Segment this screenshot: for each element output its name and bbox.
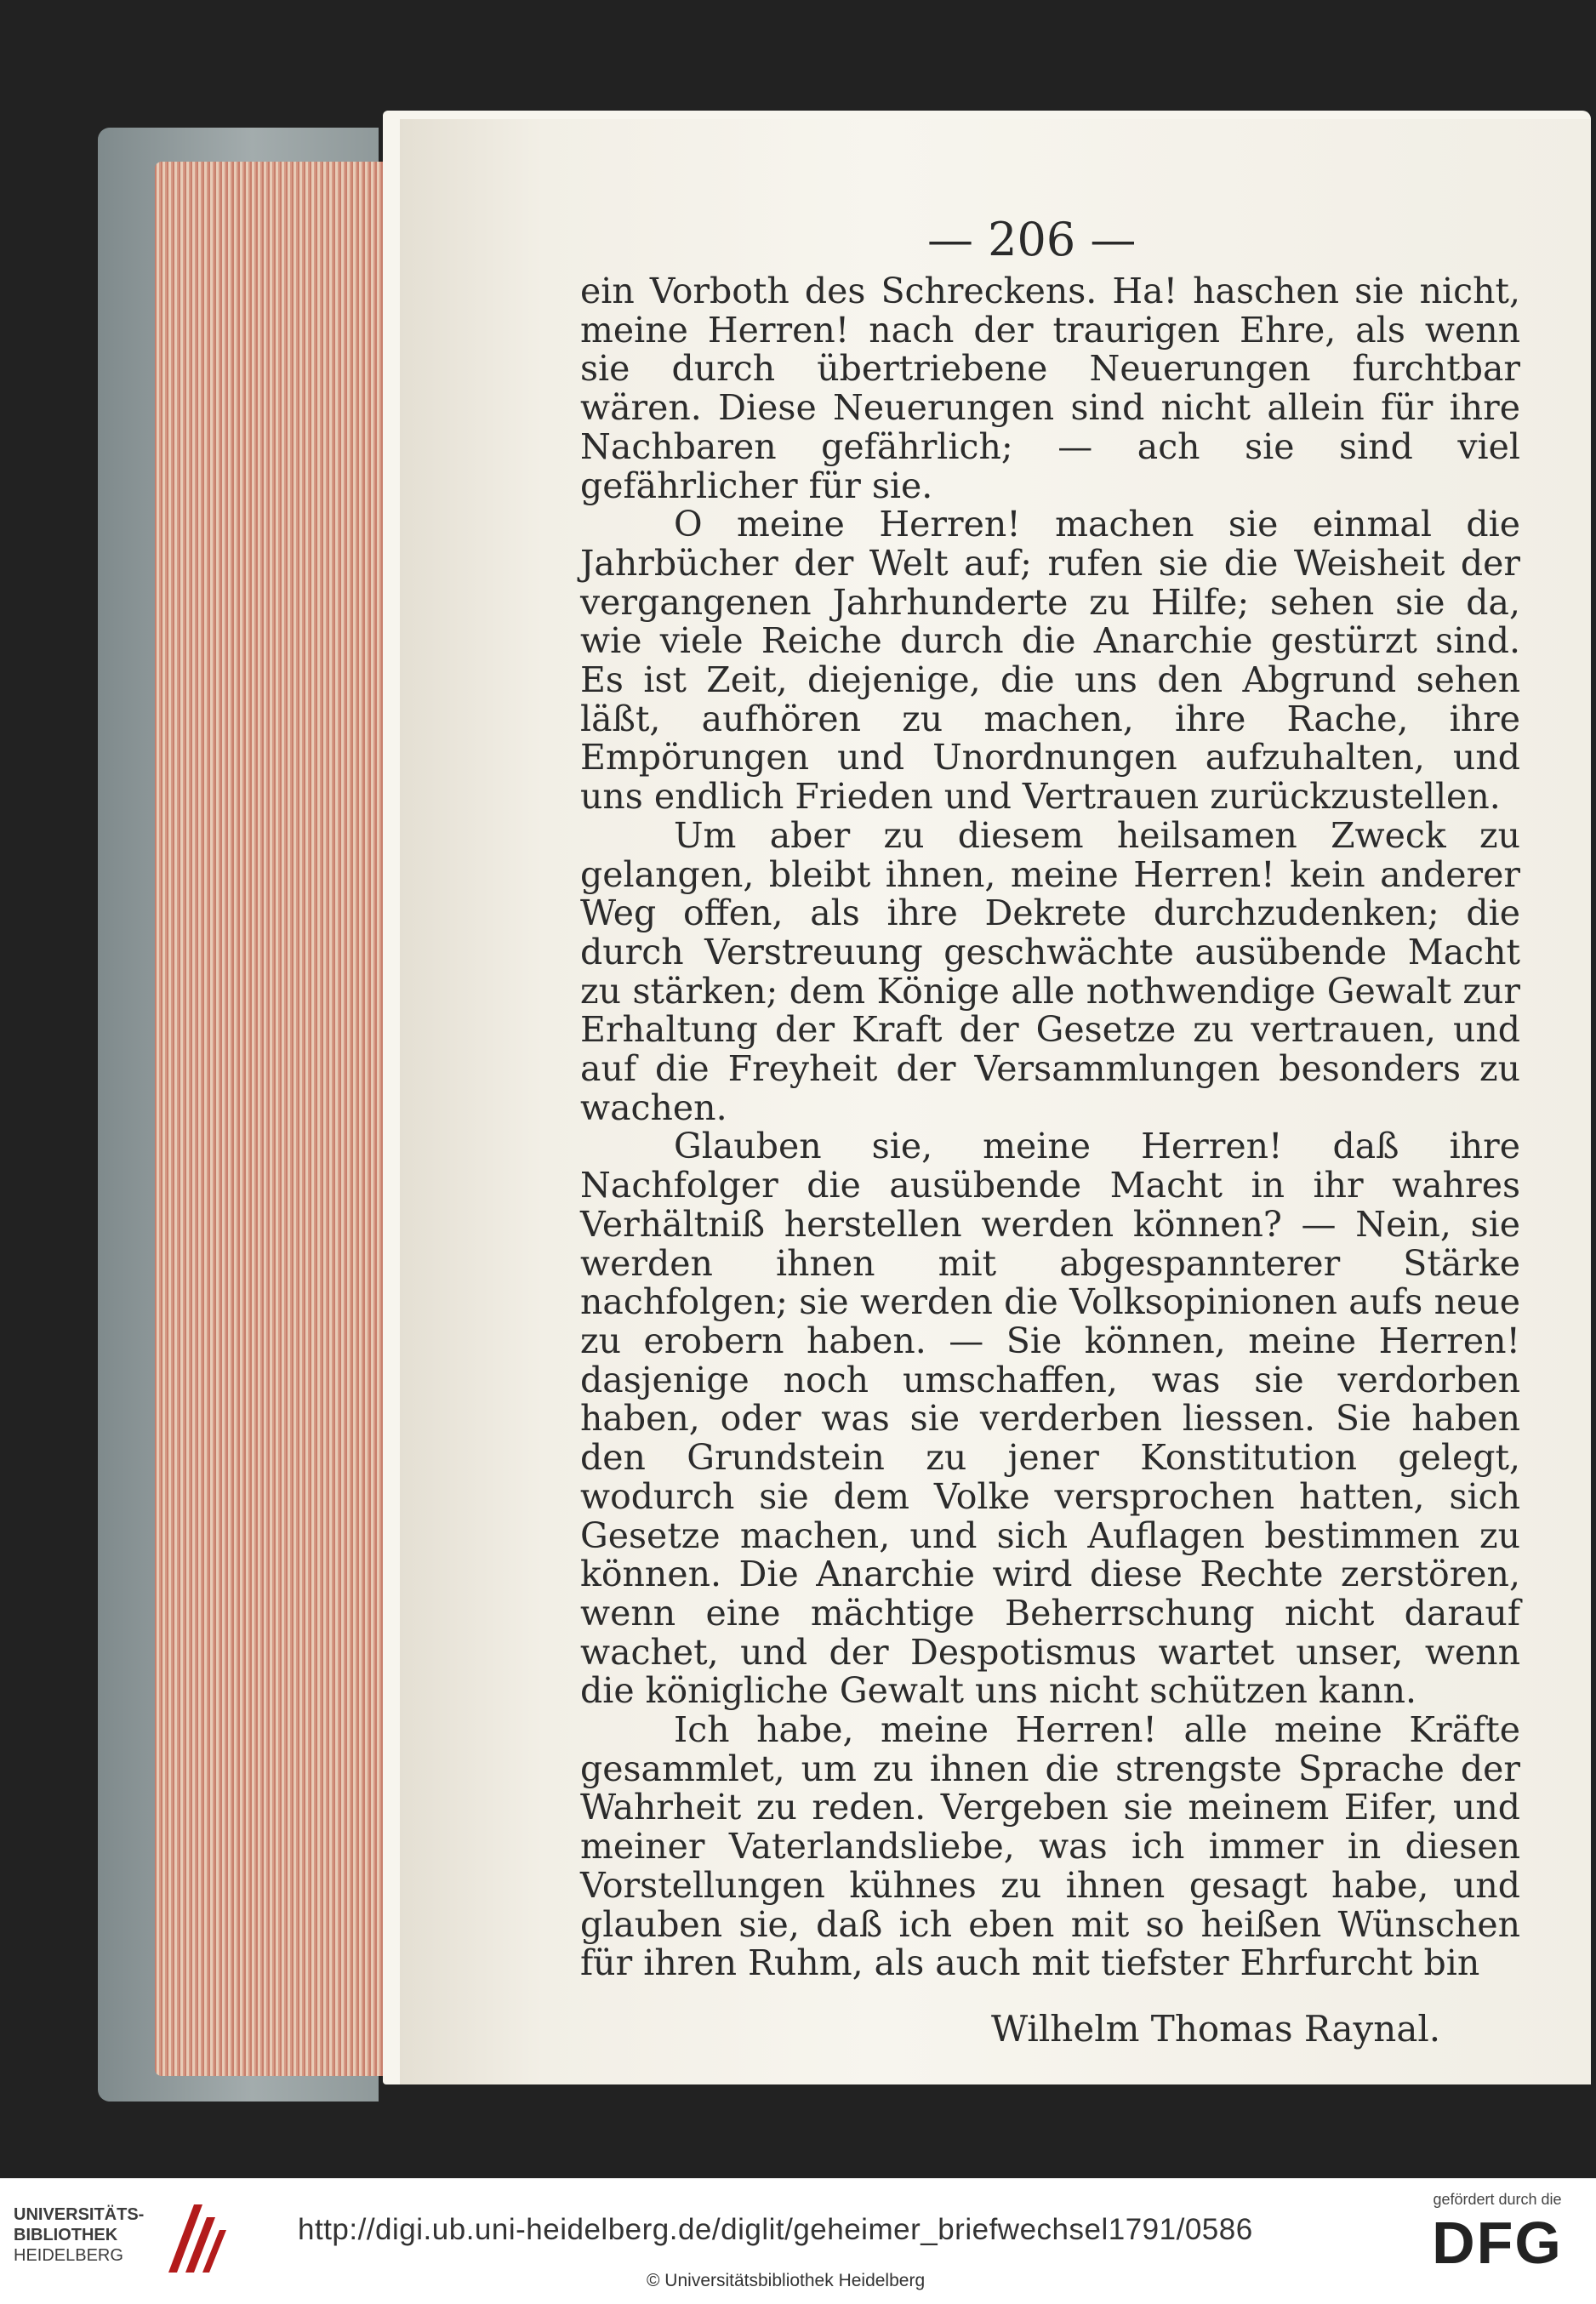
dfg-logo: DFG	[1432, 2210, 1563, 2276]
funder-block[interactable]	[1412, 2191, 1582, 2277]
page-number: — 206 —	[927, 213, 1137, 266]
page-fore-edge	[155, 162, 410, 2076]
paragraph: Um aber zu diesem heilsamen Zweck zu gelangen, bleibt ihnen, meine Herren! kein anderer Weg offen, als ihre Dekrete durchzudenken; die durch Verstreuung geschwächte ausübende Macht zu stärken; dem Könige alle nothwendige Gewalt zur Erhaltung der Kraft der Gesetze zu vertrauen, und auf die Freyheit der Versammlungen besonders zu wachen.	[580, 814, 1520, 1128]
library-logo-icon[interactable]	[160, 2196, 228, 2281]
library-name-line: BIBLIOTHEK	[14, 2226, 118, 2244]
signature: Wilhelm Thomas Raynal.	[991, 2008, 1441, 2050]
copyright-notice: © Universitätsbibliothek Heidelberg	[647, 2271, 926, 2290]
page-url-link[interactable]: http://digi.ub.uni-heidelberg.de/diglit/geheimer_briefwechsel1791/0586	[298, 2213, 1253, 2246]
funding-note: gefördert durch die	[1433, 2191, 1562, 2208]
page-text	[580, 272, 1520, 1983]
library-name-line: UNIVERSITÄTS-	[14, 2205, 145, 2224]
viewer-footer	[0, 2178, 1596, 2304]
paragraph: Ich habe, meine Herren! alle meine Kräfte gesammlet, um zu ihnen die strengste Sprache der Wahrheit zu reden. Vergeben sie meinem Eifer, und meiner Vaterlandsliebe, was ich immer in diesen Vorstellungen kühnes zu ihnen gesagt habe, und glauben sie, daß ich eben mit so heißen Wünschen für ihren Ruhm, als auch mit tiefster Ehrfurcht bin	[580, 1709, 1520, 1984]
paragraph: Glauben sie, meine Herren! daß ihre Nachfolger die ausübende Macht in ihr wahres Verhältniß herstellen werden können? — Nein, sie werden ihnen mit abgespannterer Stärke nachfolgen; sie werden die Volksopinionen aufs neue zu erobern haben. — Sie können, meine Herren! dasjenige noch umschaffen, was sie verdorben haben, oder was sie verderben liessen. Sie haben den Grundstein zu jener Konstitution gelegt, wodurch sie dem Volke versprochen hatten, sich Gesetze machen, und sich Auflagen bestimmen zu können. Die Anarchie wird diese Rechte zerstören, wenn eine mächtige Beherrschung nicht darauf wachet, und der Despotismus wartet unser, wenn die königliche Gewalt uns nicht schützen kann.	[580, 1126, 1520, 1712]
library-name-line: HEIDELBERG	[14, 2246, 123, 2265]
paragraph: ein Vorboth des Schreckens. Ha! haschen sie nicht, meine Herren! nach der traurigen Ehre, als wenn sie durch übertriebene Neuerungen furchtbar wären. Diese Neuerungen sind nicht allein für ihre Nachbaren gefährlich; — ach sie sind viel gefährlicher für sie.	[580, 271, 1520, 506]
paragraph: O meine Herren! machen sie einmal die Jahrbücher der Welt auf; rufen sie die Weisheit der vergangenen Jahrhunderte zu Hilfe; sehen sie da, wie viele Reiche durch die Anarchie gestürzt sind. Es ist Zeit, diejenige, die uns den Abgrund sehen läßt, aufhören zu machen, ihre Rache, ihre Empörungen und Unordnungen aufzuhalten, und uns endlich Frieden und Vertrauen zurückzustellen.	[580, 504, 1520, 818]
library-name[interactable]	[14, 2204, 150, 2266]
book-page	[383, 111, 1591, 2084]
